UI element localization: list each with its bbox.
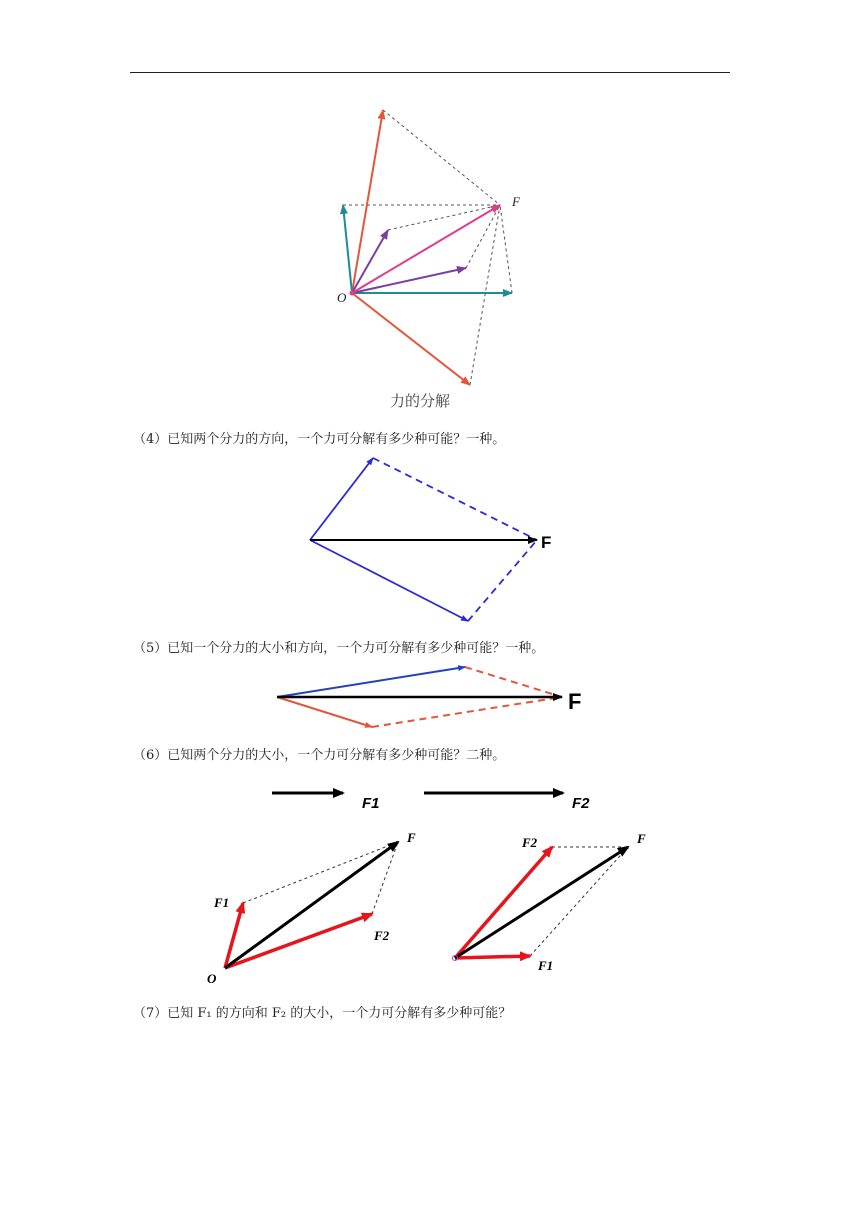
dashed-side-lower [372,697,562,727]
component-arrow-other [277,697,372,727]
label-F: F [541,533,552,552]
origin-point [350,291,355,296]
component-arrow-vertical-teal [343,205,352,293]
dashed-side-upper [465,667,562,697]
reference-label-F1: F1 [362,795,380,812]
label-F1: F1 [538,958,554,973]
solution-right [453,831,647,973]
dashed-side-lower [468,540,537,621]
label-F2: F2 [522,835,538,850]
component-arrow-F2 [455,847,552,958]
figure-known-component [277,667,581,727]
figure-known-directions [310,458,551,621]
label-F2: F2 [374,928,390,943]
question-7: （7）已知 F₁ 的方向和 F₂ 的大小，一个力可分解有多少种可能？ [133,1006,512,1021]
solution-left [207,830,416,986]
component-arrow-purple-b [352,268,466,293]
component-arrow-known [277,667,465,697]
label-O: O [207,971,217,986]
label-F: F [637,831,646,846]
question-4: （4）已知两个分力的方向，一个力可分解有多少种可能？一种。 [133,432,506,447]
component-arrow-F1 [455,956,530,958]
label-F: F [568,689,582,714]
label-O: O [337,290,347,305]
component-arrow-upper [310,458,373,540]
figure-decomposition [337,110,521,385]
component-arrow-lower-red [352,293,470,385]
component-arrow-lower [310,540,468,621]
question-6: （6）已知两个分力的大小，一个力可分解有多少种可能？二种。 [133,748,506,763]
resultant-arrow-F [455,847,628,958]
component-arrow-F2 [225,914,372,968]
resultant-arrow-F [225,842,398,968]
label-F1: F1 [214,895,230,910]
figure-known-magnitudes [207,793,646,986]
dashed-side-top [243,842,398,903]
label-F: F [512,194,520,209]
figure-caption: 力的分解 [389,392,450,410]
dashed-side-upper [373,458,537,540]
label-F: F [407,830,416,845]
resultant-arrow-F [352,205,500,293]
reference-label-F2: F2 [572,795,590,812]
question-5: （5）已知一个分力的大小和方向，一个力可分解有多少种可能？一种。 [133,641,545,656]
